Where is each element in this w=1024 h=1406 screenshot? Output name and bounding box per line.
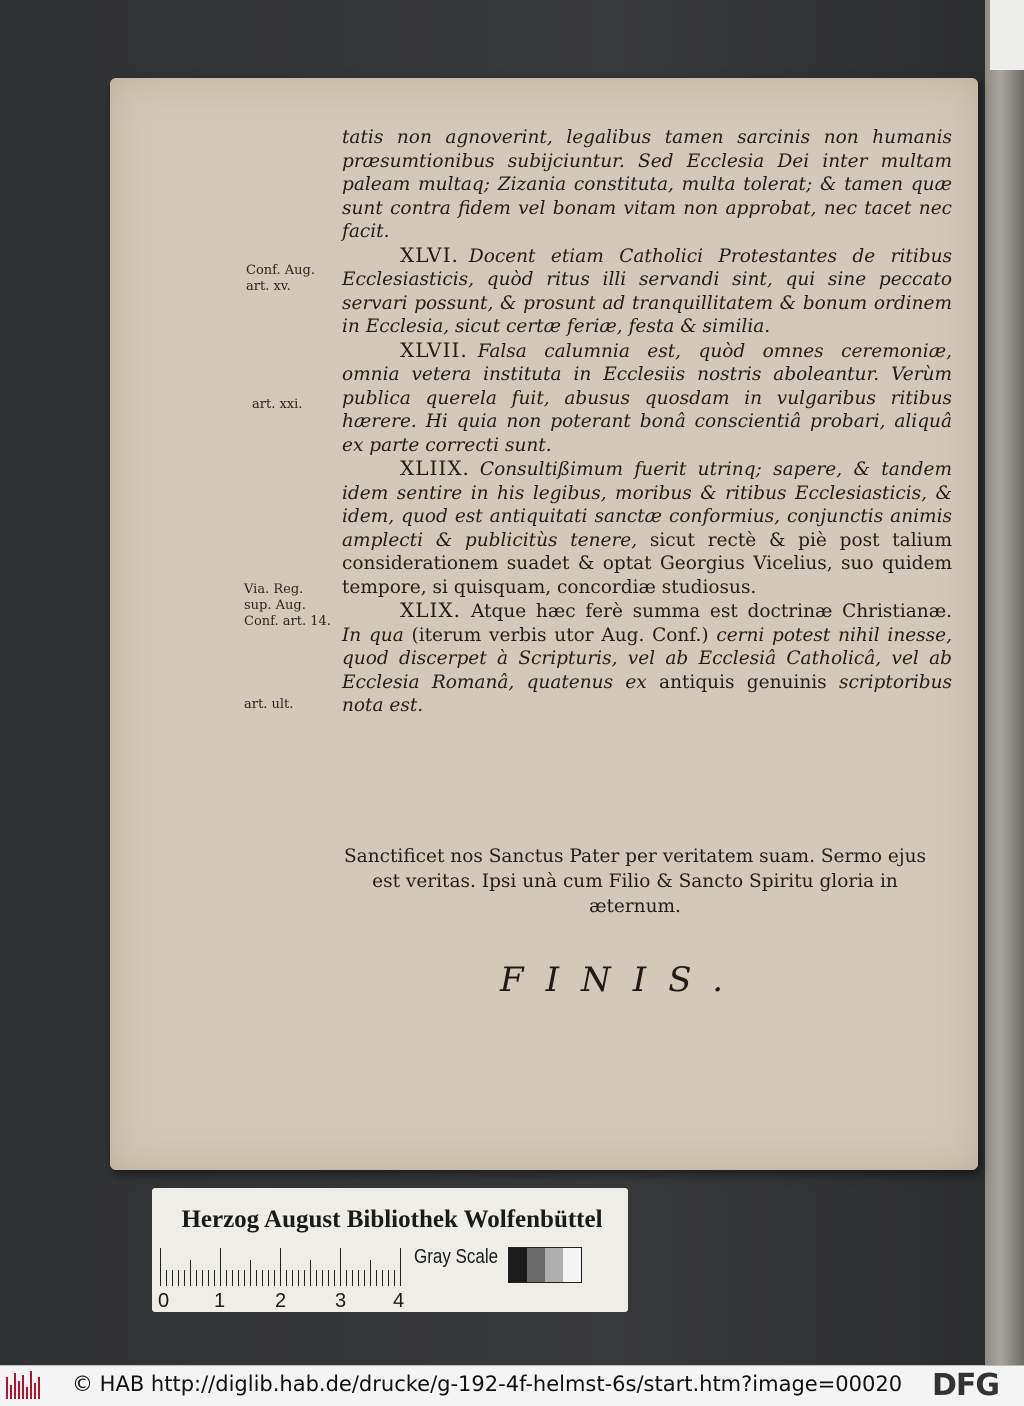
adjacent-page-corner [990, 0, 1024, 70]
logo-bar [14, 1373, 16, 1399]
gray-scale-label: Gray Scale [414, 1246, 499, 1268]
ruler-tick [184, 1270, 185, 1286]
ruler-tick [310, 1260, 311, 1286]
logo-bar [10, 1385, 12, 1399]
logo-bar [6, 1377, 8, 1399]
color-calibration-card [152, 1188, 628, 1312]
ruler-tick [358, 1270, 359, 1286]
ruler-tick [268, 1270, 269, 1286]
margin-note-art-ult: art. ult. [244, 697, 294, 712]
ruler-tick [226, 1270, 227, 1286]
ruler-number: 0 [158, 1290, 170, 1312]
continuation-paragraph: tatis non agnoverint, legalibus tamen sarcinis non humanis præsumtionibus subijciuntur. Sed Ecclesia Dei inter multam paleam multaq; Zizania constituta, multa tolerat; & tamen quæ sunt contra fidem vel bonam vitam non approbat, nec tacet nec facit. [342, 127, 952, 242]
ruler-tick [196, 1270, 197, 1286]
ruler-tick [232, 1270, 233, 1286]
paragraph-number: XLIIX. [400, 456, 470, 480]
ruler-tick [352, 1270, 353, 1286]
ruler-tick [286, 1270, 287, 1286]
gray-swatch [527, 1248, 545, 1282]
ruler-tick [346, 1270, 347, 1286]
gray-swatch [563, 1248, 581, 1282]
ruler-tick [322, 1270, 323, 1286]
margin-note-conf-aug-xv: Conf. Aug. art. xv. [246, 263, 315, 294]
ruler-tick [304, 1270, 305, 1286]
ruler-number: 3 [335, 1290, 347, 1312]
ruler-tick [172, 1270, 173, 1286]
ruler-tick [220, 1248, 221, 1286]
paragraph-text-roman: (iterum verbis utor Aug. Conf.) [403, 624, 709, 646]
ruler-tick [238, 1270, 239, 1286]
ruler-tick [382, 1270, 383, 1286]
logo-bar [34, 1383, 36, 1399]
paragraph-text-roman: sicut rectè & piè post talium considerationem suadet & optat Georgius Vicelius, suo quidem tempore, si quisquam, concordiæ studiosus. [342, 529, 952, 598]
ruler-tick [298, 1270, 299, 1286]
margin-note-art-xxi: art. xxi. [252, 397, 303, 412]
paragraph-text-italic: Consultißimum fuerit utrinq; sapere, & tandem idem sentire in his legibus, moribus & ritibus Ecclesiasticis, & idem, quod est antiquitati sanctæ conformius, conjunctis animis amplecti & publicitùs tenere, [342, 459, 952, 551]
paragraph-text-italic: scriptoribus nota est. [342, 671, 952, 716]
ruler-tick [364, 1270, 365, 1286]
copyright-url-text[interactable]: © HAB http://diglib.hab.de/drucke/g-192-4f-helmst-6s/start.htm?image=00020 [72, 1372, 903, 1396]
ruler-tick [166, 1270, 167, 1286]
ruler-tick [250, 1260, 251, 1286]
finis-heading: FINIS. [500, 960, 746, 1000]
ruler-tick [328, 1270, 329, 1286]
ruler-tick [178, 1270, 179, 1286]
paragraph-text-italic: In qua [342, 624, 404, 646]
paragraph-number: XLIX. [400, 598, 462, 622]
paragraph-xlvii [342, 339, 952, 458]
ruler-number: 1 [214, 1290, 226, 1312]
logo-bar [26, 1387, 28, 1399]
margin-note-via-reg: Via. Reg. sup. Aug. Conf. art. 14. [244, 582, 331, 629]
dfg-logo: DFG [932, 1368, 1000, 1403]
ruler-tick [394, 1270, 395, 1286]
closing-benediction: Sanctificet nos Sanctus Pater per veritatem suam. Sermo ejus est veritas. Ipsi unà cum Filio & Sancto Spiritu gloria in æternum. [344, 846, 926, 917]
paragraph-xlix [342, 599, 952, 718]
measurement-ruler [160, 1246, 410, 1286]
ruler-tick [340, 1248, 341, 1286]
page-body-text [342, 126, 952, 718]
ruler-tick [334, 1270, 335, 1286]
paragraph-number: XLVII. [400, 337, 468, 362]
ruler-tick [214, 1270, 215, 1286]
paragraph-text-italic: cerni potest nihil inesse, quod discerpet à Scripturis, vel ab Ecclesiâ Catholicâ, vel ab Ecclesia Romanâ, quatenus ex [342, 624, 952, 693]
ruler-tick [262, 1270, 263, 1286]
ruler-tick [190, 1260, 191, 1286]
logo-bar [22, 1375, 24, 1399]
ruler-tick [208, 1270, 209, 1286]
gray-swatch [509, 1248, 527, 1282]
ruler-tick [274, 1270, 275, 1286]
gray-scale-swatches [508, 1247, 582, 1283]
ruler-tick [202, 1270, 203, 1286]
ruler-tick [160, 1248, 161, 1286]
paragraph-text-roman: antiquis genuinis [646, 671, 827, 693]
paragraph-text: Docent etiam Catholici Protestantes de ritibus Ecclesiasticis, quòd ritus illi servandi sint, qui sine peccato servari possunt, & prosunt ad tranquillitatem & bonum ordinem in Ecclesia, sicut certæ feriæ, festa & similia. [342, 245, 952, 337]
ruler-number: 4 [393, 1290, 405, 1312]
paragraph-xlvi [342, 244, 952, 339]
ruler-tick [376, 1270, 377, 1286]
library-name: Herzog August Bibliothek Wolfenbüttel [181, 1206, 603, 1233]
paragraph-xliix [342, 457, 952, 599]
ruler-tick [292, 1270, 293, 1286]
ruler-tick [280, 1248, 281, 1286]
gray-swatch [545, 1248, 563, 1282]
ruler-tick [256, 1270, 257, 1286]
ruler-tick [388, 1270, 389, 1286]
paragraph-number: XLVI. [400, 242, 459, 267]
logo-bar [18, 1381, 20, 1399]
ruler-tick [370, 1260, 371, 1286]
ruler-number: 2 [275, 1290, 287, 1312]
paragraph-text-roman: Atque hæc ferè summa est doctrinæ Christianæ. [471, 601, 952, 622]
hab-logo-icon [6, 1371, 46, 1401]
ruler-tick [400, 1248, 401, 1286]
ruler-tick [244, 1270, 245, 1286]
paragraph-text: Falsa calumnia est, quòd omnes ceremoniæ, omnia vetera instituta in Ecclesiis nostris aboleantur. Verùm publica querela fuit, abusus quosdam in vulgaribus ritibus hærere. Hi quia non poterant bonâ conscientiâ probari, aliquâ ex parte correcti sunt. [342, 340, 952, 456]
ruler-tick [316, 1270, 317, 1286]
viewer-footer [0, 1365, 1024, 1406]
adjacent-page-edge [985, 0, 1024, 1365]
logo-bar [38, 1377, 40, 1399]
logo-bar [30, 1371, 32, 1399]
